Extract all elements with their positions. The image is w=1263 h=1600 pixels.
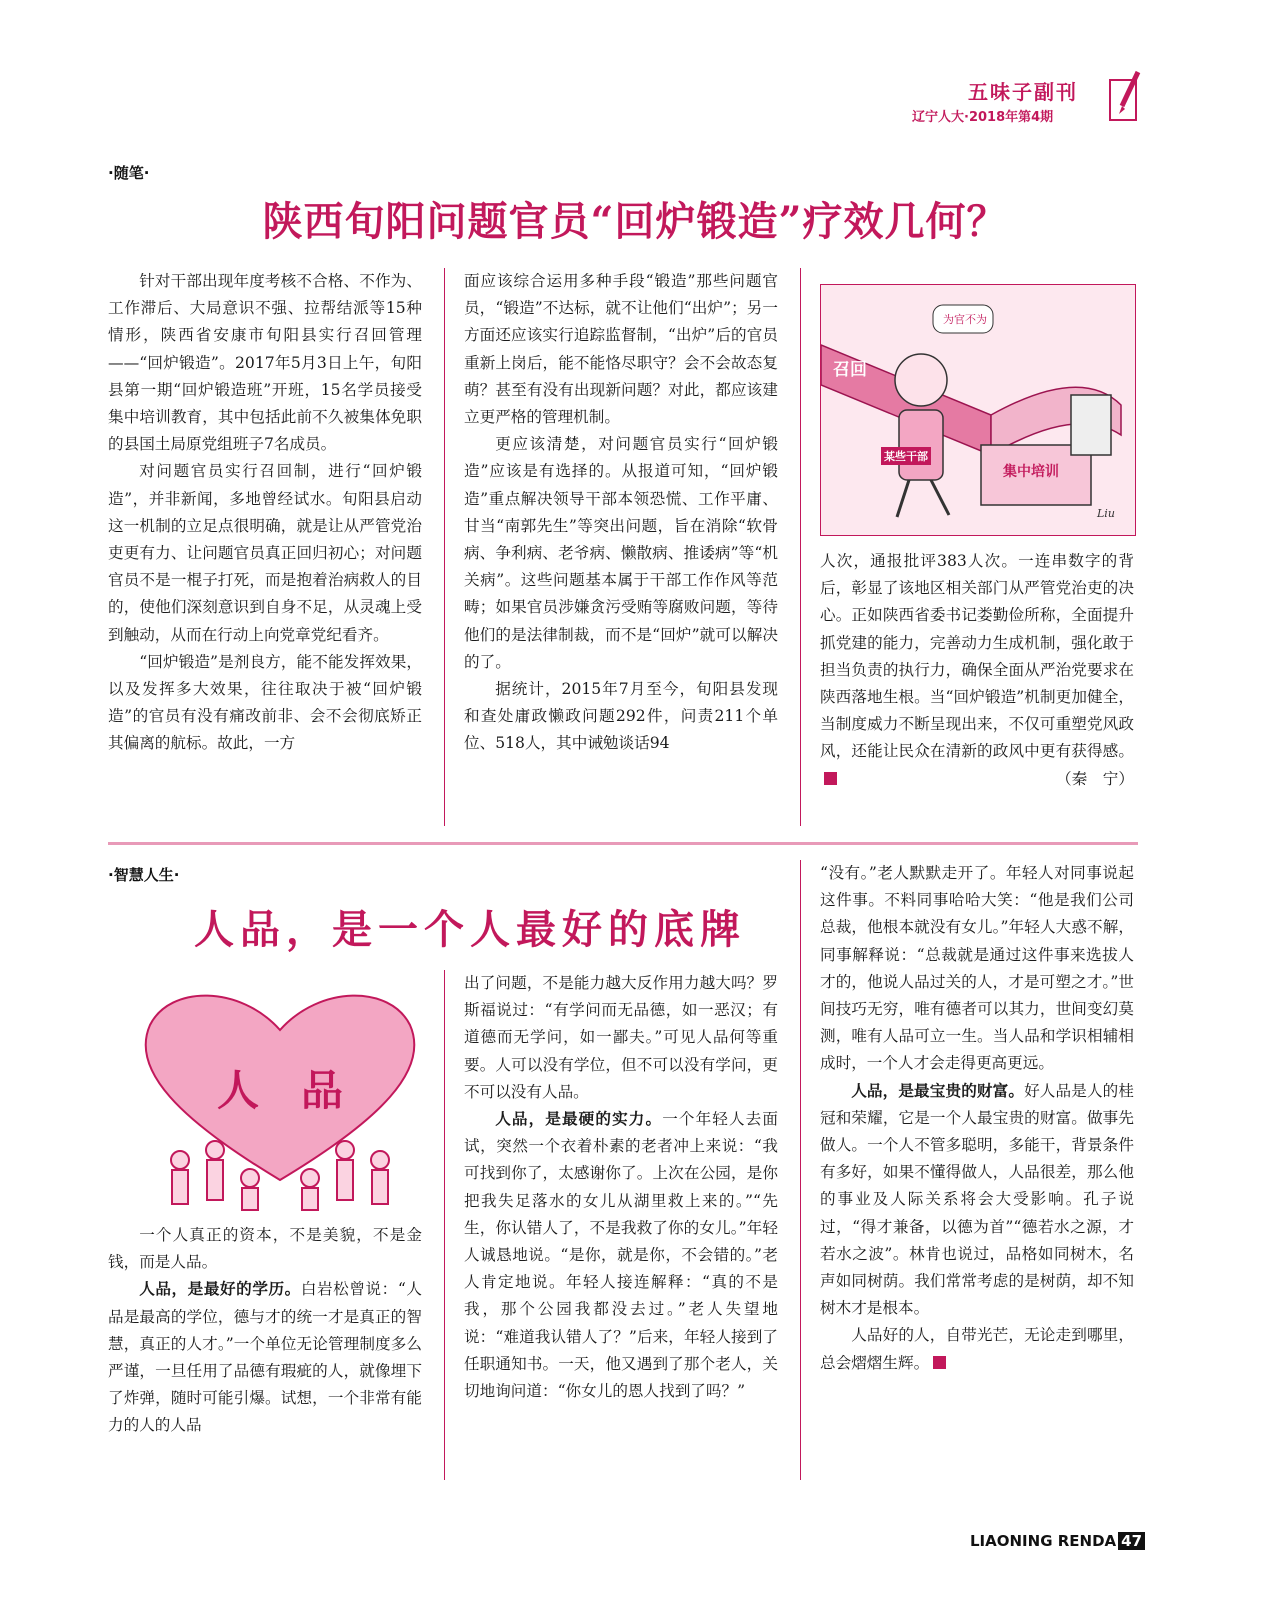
paragraph xyxy=(108,1222,422,1276)
heart-text: 人 品 xyxy=(216,1066,343,1115)
paragraph xyxy=(820,1322,1134,1376)
paragraph xyxy=(820,548,1134,793)
lead-phrase: 人品，是最硬的实力。 xyxy=(495,1110,663,1129)
paragraph: 面应该综合运用多种手段“锻造”那些问题官员，“锻造”不达标，就不让他们“出炉”；另一方面还应该实行追踪监督制，“出炉”后的官员重新上岗后，能不能恪尽职守？会不会故态复萌？甚至有没有出现新问题？对此，都应该建立更严格的管理机制。 xyxy=(464,272,778,427)
section-tag-essay: ·随笔· xyxy=(108,164,150,182)
article2-column-3 xyxy=(820,860,1134,1377)
paragraph: “没有。”老人默默走开了。年轻人对同事说起这件事。不料同事哈哈大笑：“他是我们公司总裁，他根本就没有女儿。”年轻人大惑不解，同事解释说：“总裁就是通过这件事来选拔人才的，他说人品过关的人，才是可塑之才。”世间技巧无穷，唯有德者可以其力，世间变幻莫测，唯有人品可立一生。当人品和学识相辅相成时，一个人才会走得更高更远。 xyxy=(820,864,1134,1073)
cartoon-bubble-text: 为官不为 xyxy=(943,313,987,326)
page-footer xyxy=(970,1532,1145,1550)
article2-column-2 xyxy=(464,970,778,1405)
issue-line: 辽宁人大·2018年第4期 xyxy=(912,110,1054,125)
column-divider xyxy=(800,860,801,1480)
paragraph: 据统计，2015年7月至今，旬阳县发现和查处庸政懒政问题292件，问责211个单位、518人，其中诫勉谈话94 xyxy=(464,680,778,753)
column-divider xyxy=(800,268,801,826)
pencil-icon xyxy=(1108,66,1144,126)
paragraph-text: 人次，通报批评383人次。一连串数字的背后，彰显了该地区相关部门从严管党治吏的决心。正如陕西省委书记娄勤俭所称，全面提升抓党建的能力，完善动力生成机制，强化敢于担当负责的执行力，确保全面从严治党要求在陕西落地生根。当“回炉锻造”机制更加健全，当制度威力不断呈现出来，不仅可重塑党风政风，还能让民众在清新的政风中更有获得感。 xyxy=(820,552,1134,761)
end-mark-icon xyxy=(933,1356,946,1369)
paragraph xyxy=(820,1078,1134,1323)
paragraph: 对问题官员实行召回制，进行“回炉锻造”，并非新闻，多地曾经试水。旬阳县启动这一机制的立足点很明确，就是让从严管党治吏更有力、让问题官员真正回归初心；对问题官员不是一棍子打死，而是抱着治病救人的目的，使他们深刻意识到自身不足，从灵魂上受到触动，从而在行动上向党章党纪看齐。 xyxy=(108,462,422,644)
end-mark-icon xyxy=(824,772,837,785)
paragraph: 出了问题，不是能力越大反作用力越大吗？罗斯福说过：“有学问而无品德，如一恶汉；有道德而无学问，如一鄙夫。”可见人品何等重要。人可以没有学位，但不可以没有学问，更不可以没有人品。 xyxy=(464,974,778,1101)
paragraph-text: 一个人真正的资本，不是美貌，不是金钱，而是人品。 xyxy=(108,1226,422,1272)
paragraph-text: 好人品是人的桂冠和荣耀，它是一个人最宝贵的财富。做事先做人。一个人不管多聪明，多能干，背景条件有多好，如果不懂得做人，人品很差，那么他的事业及人际关系将会大受影响。孔子说过，“得才兼备，以德为首”“德若水之源，才若水之波”。林肯也说过，品格如同树木，名声如同树荫。我们常常考虑的是树荫，却不知树木才是根本。 xyxy=(820,1081,1134,1318)
article2-title: 人品，是一个人最好的底牌 xyxy=(194,907,746,953)
author: （秦 宁） xyxy=(1056,769,1134,788)
paragraph-text: 一个年轻人去面试，突然一个衣着朴素的老者冲上来说：“我可找到你了，太感谢你了。上次在公园，是你把我失足落水的女儿从湖里救上来的。”“先生，你认错人了，不是我救了你的女儿。”年轻人诚恳地说。“是你，就是你，不会错的。”老人肯定地说。年轻人接连解释：“真的不是我，那个公园我都没去过。”老人失望地说：“难道我认错人了？”后来，年轻人接到了任职通知书。一天，他又遇到了那个老人，关切地询问道：“你女儿的恩人找到了吗？” xyxy=(464,1110,778,1401)
heart-illustration xyxy=(120,980,440,1220)
cartoon-signature: Liu xyxy=(1097,507,1115,520)
paragraph-text: 人品好的人，自带光芒，无论走到哪里，总会熠熠生辉。 xyxy=(820,1326,1134,1372)
section-divider xyxy=(108,842,1138,845)
paragraph: 针对干部出现年度考核不合格、不作为、工作滞后、大局意识不强、拉帮结派等15种情形，陕西省安康市旬阳县实行召回管理——“回炉锻造”。2017年5月3日上午，旬阳县第一期“回炉锻造班”开班，15名学员接受集中培训教育，其中包括此前不久被集体免职的县国土局原党组班子7名成员。 xyxy=(108,272,422,454)
column-divider xyxy=(444,268,445,826)
cartoon-desk-text: 集中培训 xyxy=(1003,464,1059,480)
section-tag-wisdom: ·智慧人生· xyxy=(108,866,180,884)
article1-column-3 xyxy=(820,548,1134,793)
cartoon-illustration xyxy=(820,284,1136,536)
article1-column-2 xyxy=(464,268,778,758)
column-name: 五味子副刊 xyxy=(968,80,1078,104)
cartoon-badge-text: 某些干部 xyxy=(881,447,931,465)
paragraph: 更应该清楚，对问题官员实行“回炉锻造”应该是有选择的。从报道可知，“回炉锻造”重点解决领导干部本领恐慌、工作平庸、甘当“南郭先生”等突出问题，旨在消除“软骨病、争利病、老爷病、懒散病、推诿病”等“机关病”。这些问题基本属于干部工作作风等范畴；如果官员涉嫌贪污受贿等腐败问题，等待他们的是法律制裁，而不是“回炉”就可以解决的了。 xyxy=(464,435,778,671)
paragraph-text: 白岩松曾说：“人品是最高的学位，德与才的统一才是真正的智慧，真正的人才。”一个单位无论管理制度多么严谨，一旦任用了品德有瑕疵的人，就像埋下了炸弹，随时可能引爆。试想，一个非常有能力的人的人品 xyxy=(108,1280,422,1435)
lead-phrase: 人品，是最宝贵的财富。 xyxy=(851,1081,1025,1100)
article2-column-1 xyxy=(108,1222,422,1440)
article1-title: 陕西旬阳问题官员“回炉锻造”疗效几何？ xyxy=(262,198,1008,245)
page-number: 47 xyxy=(1118,1532,1145,1550)
magazine-name: LIAONING RENDA xyxy=(970,1532,1117,1550)
article1-column-1 xyxy=(108,268,422,758)
paragraph xyxy=(464,1106,778,1405)
paragraph: “回炉锻造”是剂良方，能不能发挥效果，以及发挥多大效果，往往取决于被“回炉锻造”的官员有没有痛改前非、会不会彻底矫正其偏离的航标。故此，一方 xyxy=(108,652,422,753)
lead-phrase: 人品，是最好的学历。 xyxy=(139,1280,301,1299)
column-divider xyxy=(444,970,445,1480)
paragraph xyxy=(108,1276,422,1439)
cartoon-sign-text: 召回 xyxy=(833,360,867,380)
